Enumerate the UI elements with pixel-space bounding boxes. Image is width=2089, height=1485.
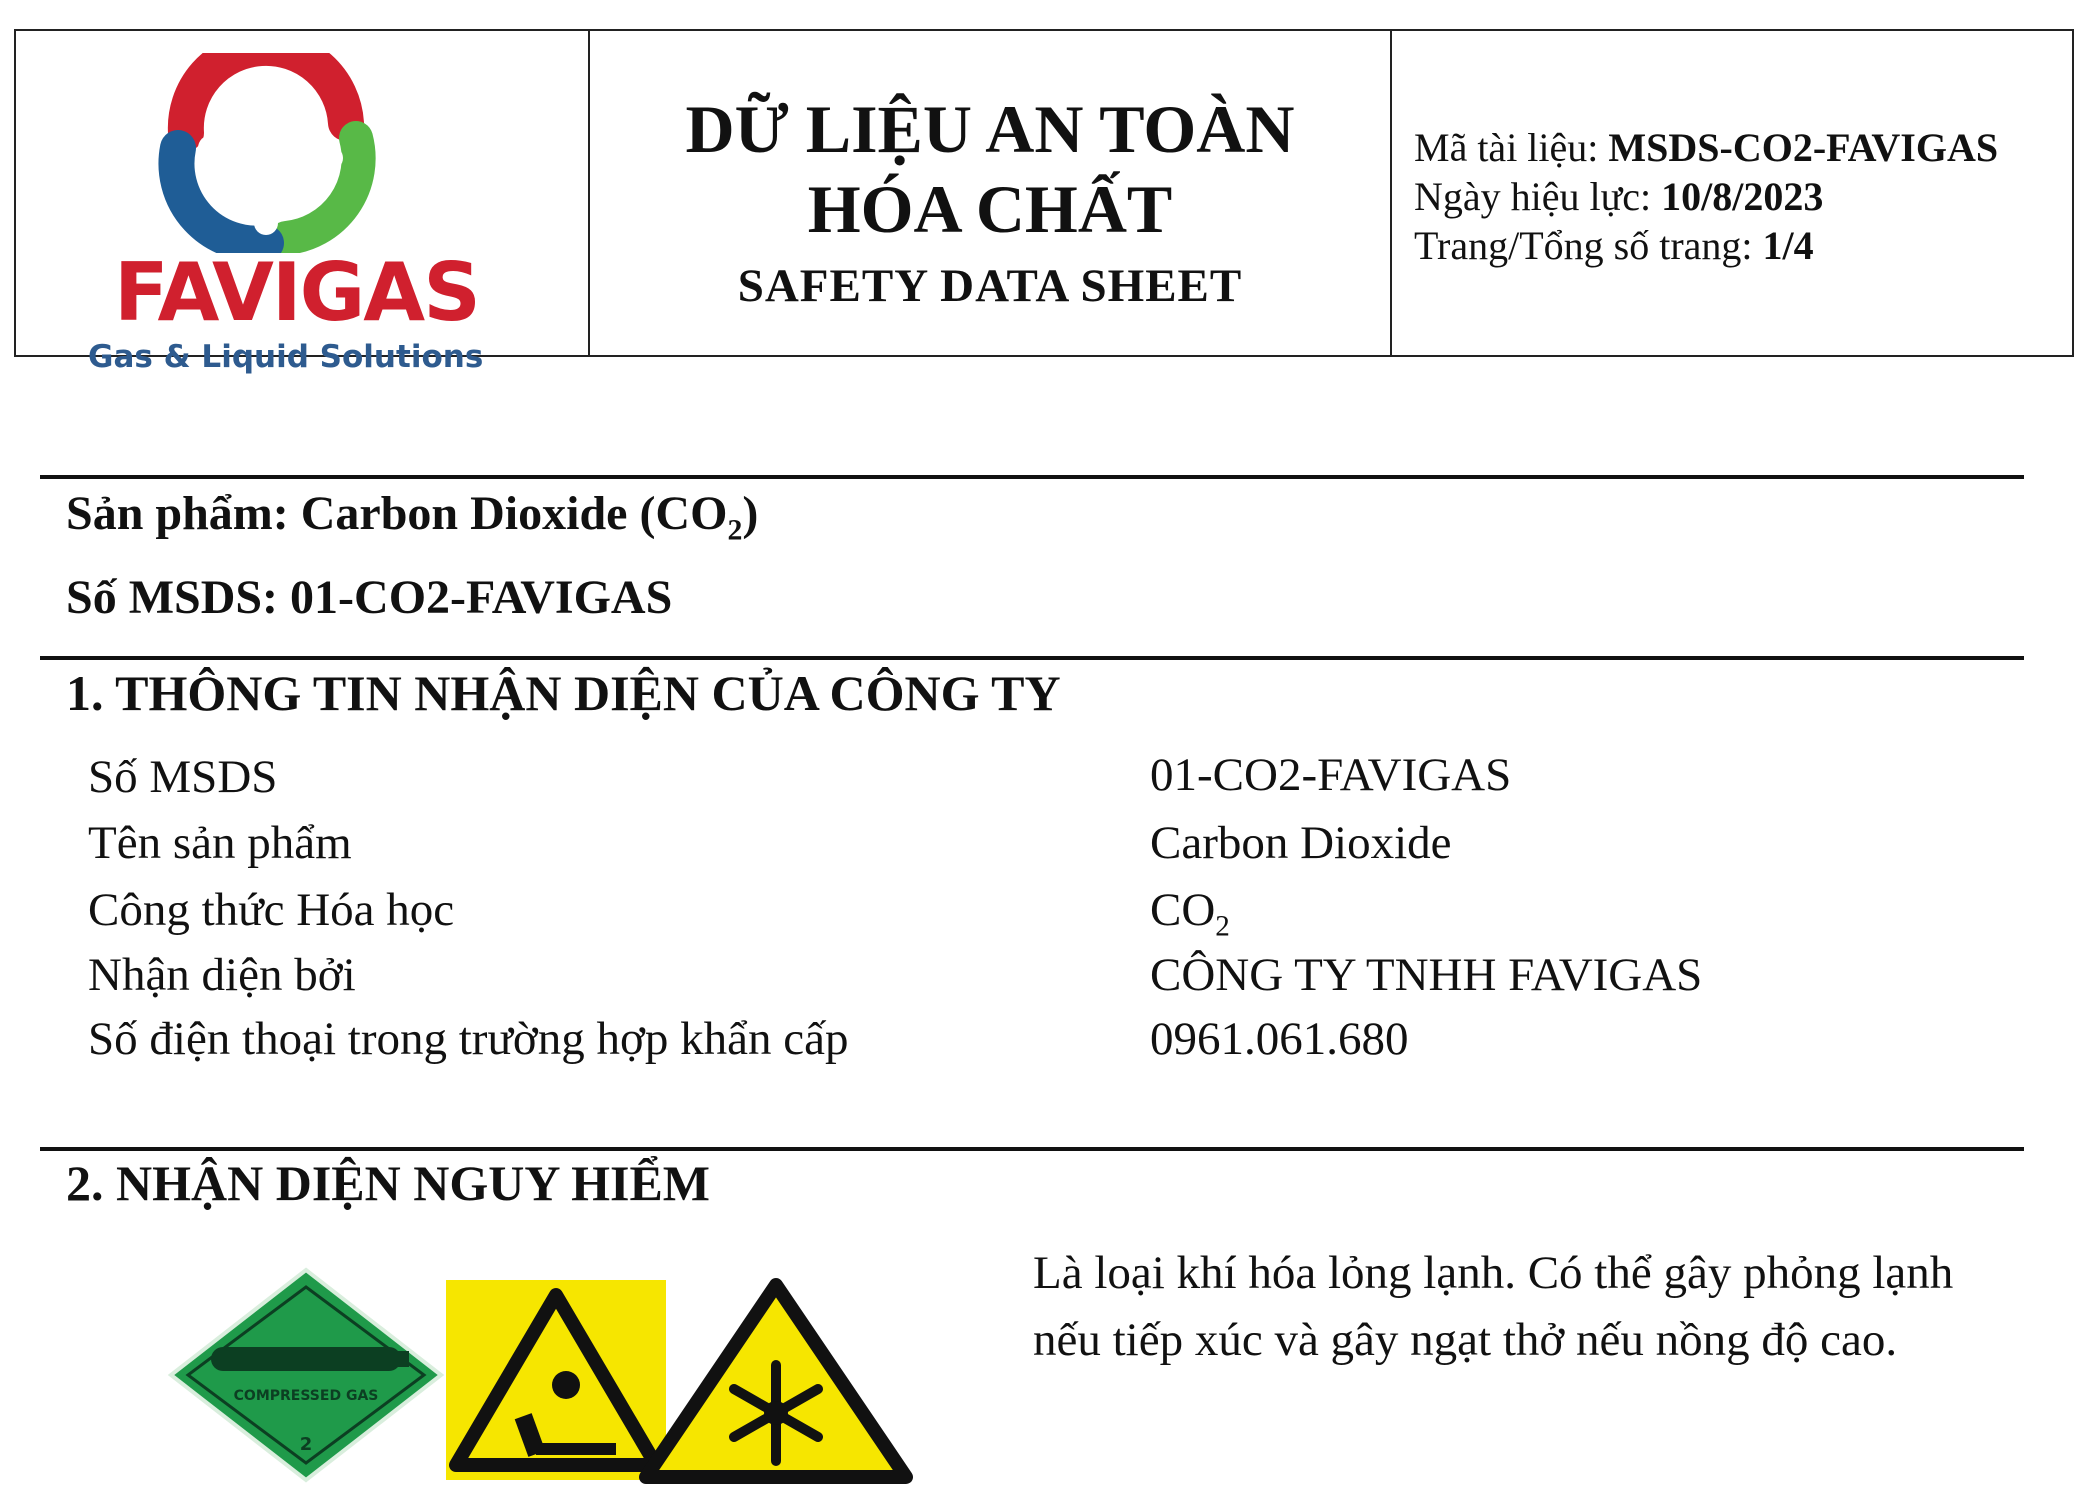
svg-text:2: 2 xyxy=(299,1434,313,1455)
doc-code-line: Mã tài liệu: MSDS-CO2-FAVIGAS xyxy=(1414,125,1999,170)
cryogenic-warning-icon xyxy=(646,1285,906,1477)
field-label: Nhận diện bởi xyxy=(88,949,356,1001)
divider xyxy=(40,656,2024,660)
divider xyxy=(40,475,2024,479)
field-label: Công thức Hóa học xyxy=(88,884,455,936)
page-count-value: 1/4 xyxy=(1762,223,1814,268)
field-value: $CO_2$ xyxy=(1150,884,1230,943)
svg-text:COMPRESSED GAS: COMPRESSED GAS xyxy=(233,1388,379,1404)
effective-date-value: 10/8/2023 xyxy=(1661,174,1824,219)
product-name: Sản phẩm: Carbon Dioxide $(CO_2)$ xyxy=(66,487,759,547)
asphyxiation-warning-icon xyxy=(446,1280,666,1480)
field-label: Số MSDS xyxy=(88,751,278,803)
logo-cell xyxy=(16,31,590,375)
section-2-title: 2. NHẬN DIỆN NGUY HIỂM xyxy=(66,1155,710,1211)
field-label: Tên sản phẩm xyxy=(88,817,352,869)
title-line-3: SAFETY DATA SHEET xyxy=(737,260,1243,312)
hazard-description: Là loại khí hóa lỏng lạnh. Có thể gây phỏng lạnh nếu tiếp xúc và gây ngạt thở nếu nồng độ cao. xyxy=(1033,1247,1954,1366)
logo-brand-text: FAVIGAS xyxy=(114,246,479,339)
effective-date-line: Ngày hiệu lực: 10/8/2023 xyxy=(1414,174,1824,219)
favigas-logo-icon xyxy=(116,53,416,253)
field-value: 0961.061.680 xyxy=(1150,1013,1409,1065)
compressed-gas-icon xyxy=(171,1270,441,1480)
hazard-pictograms xyxy=(166,1265,926,1485)
title-line-2: HÓA CHẤT xyxy=(807,171,1173,247)
section-1-title: 1. THÔNG TIN NHẬN DIỆN CỦA CÔNG TY xyxy=(66,665,1061,721)
logo-tagline: Gas & Liquid Solutions xyxy=(88,339,484,375)
field-value: CÔNG TY TNHH FAVIGAS xyxy=(1150,949,1703,1001)
title-line-1: DỮ LIỆU AN TOÀN xyxy=(685,91,1295,167)
document-header xyxy=(14,29,2074,375)
title-cell xyxy=(590,31,1392,355)
msds-number-line: Số MSDS: 01-CO2-FAVIGAS xyxy=(66,571,673,624)
page-count-line: Trang/Tổng số trang: 1/4 xyxy=(1414,223,1814,268)
field-value: Carbon Dioxide xyxy=(1150,817,1452,869)
divider xyxy=(40,1147,2024,1151)
meta-cell xyxy=(1392,31,2072,355)
field-value: 01-CO2-FAVIGAS xyxy=(1150,749,1512,801)
doc-code-value: MSDS-CO2-FAVIGAS xyxy=(1608,125,1999,170)
field-label: Số điện thoại trong trường hợp khẩn cấp xyxy=(88,1013,849,1065)
